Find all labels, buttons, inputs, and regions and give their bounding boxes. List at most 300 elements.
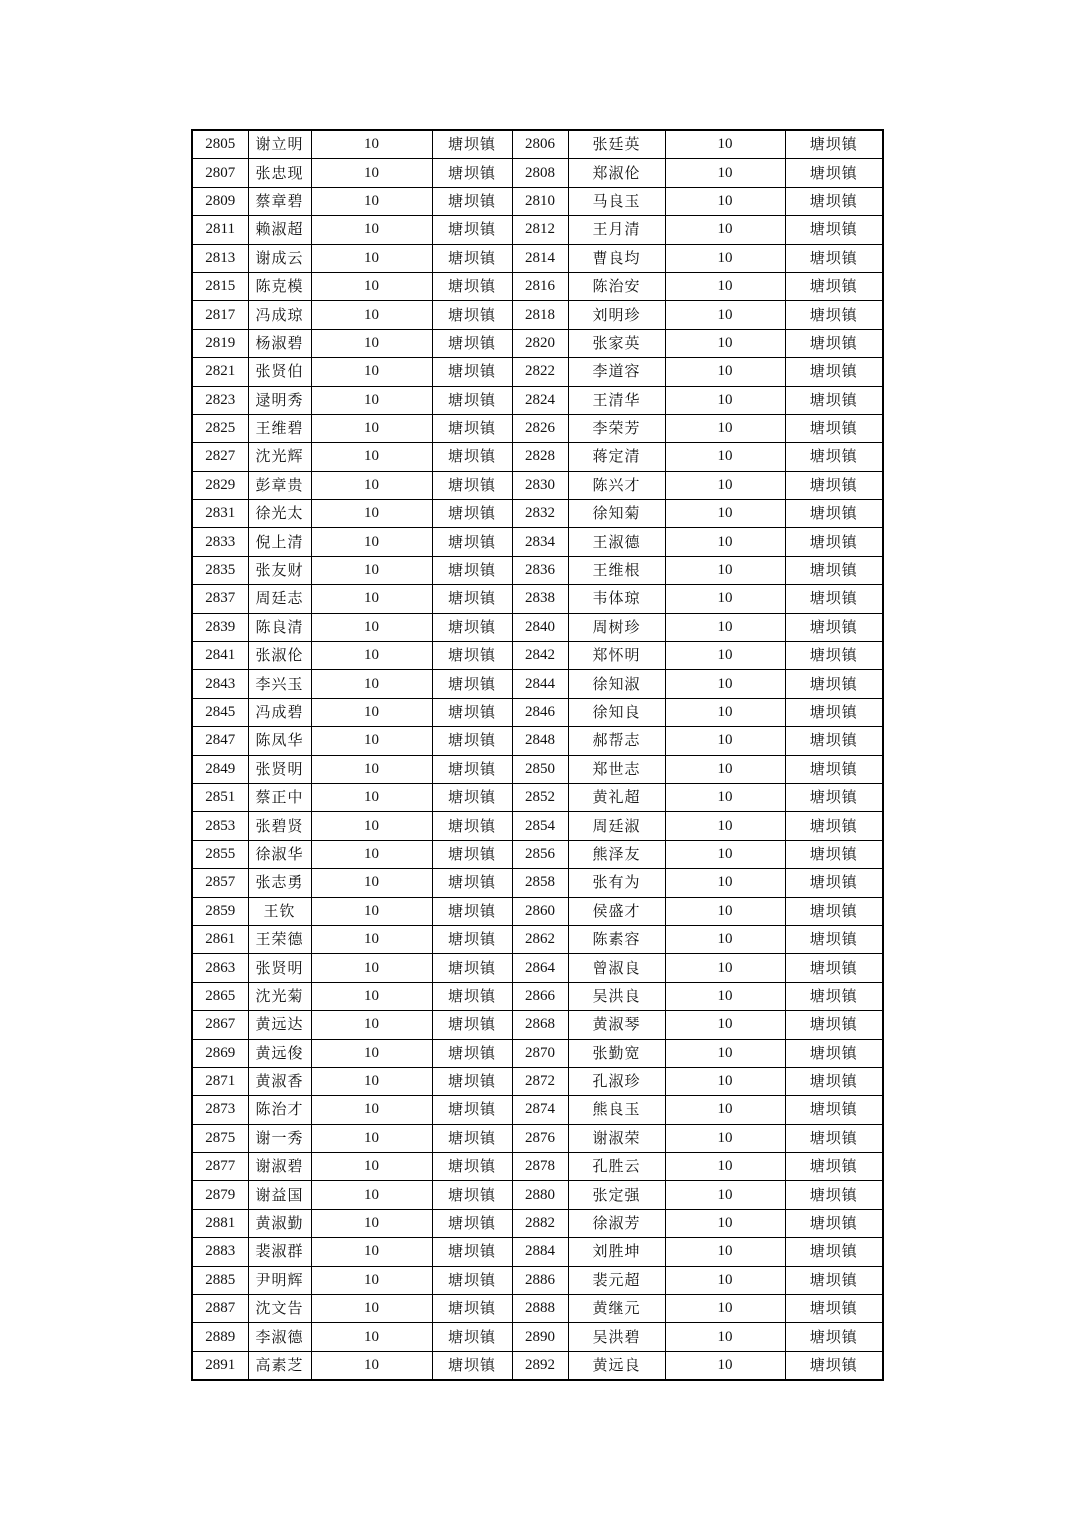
table-row	[192, 1209, 883, 1237]
right-amount-cell: 10	[665, 556, 785, 584]
left-amount-cell: 10	[311, 755, 432, 783]
right-record-number-cell: 2860	[512, 897, 568, 925]
right-town-name-cell: 塘坝镇	[785, 1096, 883, 1124]
right-record-number-cell: 2834	[512, 528, 568, 556]
right-person-name-cell: 裴元超	[568, 1266, 665, 1294]
left-record-number-cell: 2865	[192, 982, 248, 1010]
left-town-name-cell: 塘坝镇	[432, 556, 512, 584]
right-person-name-cell: 侯盛才	[568, 897, 665, 925]
right-person-name-cell: 陈素容	[568, 925, 665, 953]
table-row	[192, 159, 883, 187]
right-person-name-cell: 张家英	[568, 329, 665, 357]
left-person-name-cell: 陈凤华	[248, 727, 311, 755]
table-row	[192, 1238, 883, 1266]
left-person-name-cell: 赖淑超	[248, 216, 311, 244]
left-record-number-cell: 2885	[192, 1266, 248, 1294]
right-person-name-cell: 周廷淑	[568, 812, 665, 840]
left-person-name-cell: 张忠现	[248, 159, 311, 187]
right-record-number-cell: 2810	[512, 187, 568, 215]
left-person-name-cell: 王荣德	[248, 925, 311, 953]
right-amount-cell: 10	[665, 897, 785, 925]
left-record-number-cell: 2815	[192, 272, 248, 300]
right-amount-cell: 10	[665, 670, 785, 698]
right-town-name-cell: 塘坝镇	[785, 812, 883, 840]
right-town-name-cell: 塘坝镇	[785, 613, 883, 641]
right-amount-cell: 10	[665, 301, 785, 329]
left-town-name-cell: 塘坝镇	[432, 925, 512, 953]
right-record-number-cell: 2850	[512, 755, 568, 783]
left-person-name-cell: 张贤伯	[248, 358, 311, 386]
right-record-number-cell: 2886	[512, 1266, 568, 1294]
right-town-name-cell: 塘坝镇	[785, 1153, 883, 1181]
right-town-name-cell: 塘坝镇	[785, 414, 883, 442]
left-amount-cell: 10	[311, 301, 432, 329]
left-amount-cell: 10	[311, 698, 432, 726]
left-town-name-cell: 塘坝镇	[432, 613, 512, 641]
left-record-number-cell: 2809	[192, 187, 248, 215]
right-person-name-cell: 孔淑珍	[568, 1067, 665, 1095]
left-record-number-cell: 2813	[192, 244, 248, 272]
table-row	[192, 698, 883, 726]
right-amount-cell: 10	[665, 358, 785, 386]
left-person-name-cell: 徐淑华	[248, 840, 311, 868]
table-row	[192, 443, 883, 471]
left-person-name-cell: 周廷志	[248, 585, 311, 613]
right-amount-cell: 10	[665, 471, 785, 499]
table-row	[192, 130, 883, 159]
table-row	[192, 1323, 883, 1351]
right-amount-cell: 10	[665, 1067, 785, 1095]
left-amount-cell: 10	[311, 1323, 432, 1351]
right-record-number-cell: 2888	[512, 1295, 568, 1323]
left-amount-cell: 10	[311, 585, 432, 613]
left-person-name-cell: 王维碧	[248, 414, 311, 442]
right-record-number-cell: 2856	[512, 840, 568, 868]
right-record-number-cell: 2854	[512, 812, 568, 840]
table-row	[192, 783, 883, 811]
right-record-number-cell: 2862	[512, 925, 568, 953]
right-person-name-cell: 王淑德	[568, 528, 665, 556]
left-amount-cell: 10	[311, 613, 432, 641]
right-person-name-cell: 熊良玉	[568, 1096, 665, 1124]
left-person-name-cell: 黄远达	[248, 1011, 311, 1039]
left-record-number-cell: 2835	[192, 556, 248, 584]
right-amount-cell: 10	[665, 783, 785, 811]
left-amount-cell: 10	[311, 954, 432, 982]
left-amount-cell: 10	[311, 443, 432, 471]
right-amount-cell: 10	[665, 1153, 785, 1181]
left-town-name-cell: 塘坝镇	[432, 1067, 512, 1095]
left-amount-cell: 10	[311, 272, 432, 300]
left-person-name-cell: 李兴玉	[248, 670, 311, 698]
left-town-name-cell: 塘坝镇	[432, 642, 512, 670]
right-person-name-cell: 谢淑荣	[568, 1124, 665, 1152]
right-person-name-cell: 马良玉	[568, 187, 665, 215]
right-person-name-cell: 郝帮志	[568, 727, 665, 755]
left-town-name-cell: 塘坝镇	[432, 358, 512, 386]
left-amount-cell: 10	[311, 1011, 432, 1039]
left-town-name-cell: 塘坝镇	[432, 1181, 512, 1209]
left-person-name-cell: 裴淑群	[248, 1238, 311, 1266]
left-amount-cell: 10	[311, 556, 432, 584]
left-amount-cell: 10	[311, 414, 432, 442]
left-person-name-cell: 沈文告	[248, 1295, 311, 1323]
right-town-name-cell: 塘坝镇	[785, 670, 883, 698]
right-person-name-cell: 王清华	[568, 386, 665, 414]
right-town-name-cell: 塘坝镇	[785, 528, 883, 556]
right-person-name-cell: 黄礼超	[568, 783, 665, 811]
left-record-number-cell: 2863	[192, 954, 248, 982]
right-person-name-cell: 陈治安	[568, 272, 665, 300]
right-town-name-cell: 塘坝镇	[785, 159, 883, 187]
left-town-name-cell: 塘坝镇	[432, 1124, 512, 1152]
left-amount-cell: 10	[311, 329, 432, 357]
left-person-name-cell: 张淑伦	[248, 642, 311, 670]
table-row	[192, 272, 883, 300]
right-town-name-cell: 塘坝镇	[785, 556, 883, 584]
right-record-number-cell: 2870	[512, 1039, 568, 1067]
right-town-name-cell: 塘坝镇	[785, 1351, 883, 1380]
left-town-name-cell: 塘坝镇	[432, 301, 512, 329]
table-row	[192, 528, 883, 556]
left-town-name-cell: 塘坝镇	[432, 1238, 512, 1266]
left-amount-cell: 10	[311, 1153, 432, 1181]
left-record-number-cell: 2829	[192, 471, 248, 499]
table-row	[192, 727, 883, 755]
right-record-number-cell: 2838	[512, 585, 568, 613]
table-row	[192, 1153, 883, 1181]
left-town-name-cell: 塘坝镇	[432, 585, 512, 613]
right-record-number-cell: 2882	[512, 1209, 568, 1237]
right-person-name-cell: 徐淑芳	[568, 1209, 665, 1237]
right-person-name-cell: 徐知淑	[568, 670, 665, 698]
right-amount-cell: 10	[665, 244, 785, 272]
left-amount-cell: 10	[311, 1295, 432, 1323]
left-town-name-cell: 塘坝镇	[432, 500, 512, 528]
right-person-name-cell: 吴洪碧	[568, 1323, 665, 1351]
left-town-name-cell: 塘坝镇	[432, 812, 512, 840]
left-record-number-cell: 2839	[192, 613, 248, 641]
left-amount-cell: 10	[311, 1266, 432, 1294]
left-record-number-cell: 2811	[192, 216, 248, 244]
left-person-name-cell: 冯成碧	[248, 698, 311, 726]
left-record-number-cell: 2877	[192, 1153, 248, 1181]
left-person-name-cell: 陈克模	[248, 272, 311, 300]
table-row	[192, 301, 883, 329]
table-row	[192, 642, 883, 670]
left-record-number-cell: 2855	[192, 840, 248, 868]
table-row	[192, 755, 883, 783]
right-town-name-cell: 塘坝镇	[785, 783, 883, 811]
right-person-name-cell: 刘明珍	[568, 301, 665, 329]
left-amount-cell: 10	[311, 783, 432, 811]
right-record-number-cell: 2832	[512, 500, 568, 528]
right-town-name-cell: 塘坝镇	[785, 1295, 883, 1323]
left-amount-cell: 10	[311, 500, 432, 528]
left-town-name-cell: 塘坝镇	[432, 1096, 512, 1124]
right-record-number-cell: 2828	[512, 443, 568, 471]
left-town-name-cell: 塘坝镇	[432, 1039, 512, 1067]
right-person-name-cell: 黄淑琴	[568, 1011, 665, 1039]
table-row	[192, 471, 883, 499]
left-amount-cell: 10	[311, 727, 432, 755]
right-amount-cell: 10	[665, 443, 785, 471]
right-record-number-cell: 2836	[512, 556, 568, 584]
right-amount-cell: 10	[665, 528, 785, 556]
table-row	[192, 840, 883, 868]
right-record-number-cell: 2880	[512, 1181, 568, 1209]
right-town-name-cell: 塘坝镇	[785, 244, 883, 272]
table-row	[192, 1295, 883, 1323]
left-person-name-cell: 张贤明	[248, 755, 311, 783]
left-amount-cell: 10	[311, 1238, 432, 1266]
right-town-name-cell: 塘坝镇	[785, 187, 883, 215]
right-amount-cell: 10	[665, 1039, 785, 1067]
right-town-name-cell: 塘坝镇	[785, 1011, 883, 1039]
table-row	[192, 556, 883, 584]
table-row	[192, 897, 883, 925]
left-town-name-cell: 塘坝镇	[432, 471, 512, 499]
right-record-number-cell: 2842	[512, 642, 568, 670]
left-amount-cell: 10	[311, 840, 432, 868]
right-person-name-cell: 曾淑良	[568, 954, 665, 982]
left-person-name-cell: 谢成云	[248, 244, 311, 272]
table-row	[192, 585, 883, 613]
left-town-name-cell: 塘坝镇	[432, 1295, 512, 1323]
left-amount-cell: 10	[311, 1067, 432, 1095]
right-amount-cell: 10	[665, 1096, 785, 1124]
left-record-number-cell: 2889	[192, 1323, 248, 1351]
left-record-number-cell: 2879	[192, 1181, 248, 1209]
left-town-name-cell: 塘坝镇	[432, 443, 512, 471]
right-person-name-cell: 刘胜坤	[568, 1238, 665, 1266]
left-person-name-cell: 尹明辉	[248, 1266, 311, 1294]
left-record-number-cell: 2819	[192, 329, 248, 357]
left-amount-cell: 10	[311, 216, 432, 244]
right-town-name-cell: 塘坝镇	[785, 1039, 883, 1067]
left-record-number-cell: 2873	[192, 1096, 248, 1124]
roster-table-body	[192, 130, 883, 1380]
right-amount-cell: 10	[665, 1124, 785, 1152]
table-row	[192, 925, 883, 953]
right-person-name-cell: 郑怀明	[568, 642, 665, 670]
left-person-name-cell: 陈治才	[248, 1096, 311, 1124]
left-record-number-cell: 2861	[192, 925, 248, 953]
right-town-name-cell: 塘坝镇	[785, 897, 883, 925]
left-record-number-cell: 2841	[192, 642, 248, 670]
left-amount-cell: 10	[311, 244, 432, 272]
left-record-number-cell: 2823	[192, 386, 248, 414]
table-row	[192, 358, 883, 386]
left-record-number-cell: 2817	[192, 301, 248, 329]
left-amount-cell: 10	[311, 528, 432, 556]
right-record-number-cell: 2866	[512, 982, 568, 1010]
left-person-name-cell: 陈良清	[248, 613, 311, 641]
left-record-number-cell: 2867	[192, 1011, 248, 1039]
left-person-name-cell: 沈光菊	[248, 982, 311, 1010]
table-row	[192, 613, 883, 641]
right-town-name-cell: 塘坝镇	[785, 755, 883, 783]
right-amount-cell: 10	[665, 1266, 785, 1294]
left-town-name-cell: 塘坝镇	[432, 159, 512, 187]
right-person-name-cell: 蒋定清	[568, 443, 665, 471]
right-amount-cell: 10	[665, 698, 785, 726]
table-row	[192, 187, 883, 215]
right-amount-cell: 10	[665, 1295, 785, 1323]
left-amount-cell: 10	[311, 869, 432, 897]
left-amount-cell: 10	[311, 386, 432, 414]
left-record-number-cell: 2851	[192, 783, 248, 811]
right-person-name-cell: 韦体琼	[568, 585, 665, 613]
right-town-name-cell: 塘坝镇	[785, 301, 883, 329]
left-amount-cell: 10	[311, 1096, 432, 1124]
left-town-name-cell: 塘坝镇	[432, 755, 512, 783]
right-person-name-cell: 郑世志	[568, 755, 665, 783]
table-row	[192, 954, 883, 982]
left-town-name-cell: 塘坝镇	[432, 727, 512, 755]
right-person-name-cell: 徐知菊	[568, 500, 665, 528]
right-record-number-cell: 2878	[512, 1153, 568, 1181]
left-record-number-cell: 2827	[192, 443, 248, 471]
right-record-number-cell: 2874	[512, 1096, 568, 1124]
right-record-number-cell: 2852	[512, 783, 568, 811]
left-amount-cell: 10	[311, 925, 432, 953]
left-person-name-cell: 谢淑碧	[248, 1153, 311, 1181]
left-person-name-cell: 高素芝	[248, 1351, 311, 1380]
table-row	[192, 414, 883, 442]
left-town-name-cell: 塘坝镇	[432, 272, 512, 300]
right-person-name-cell: 熊泽友	[568, 840, 665, 868]
table-row	[192, 670, 883, 698]
right-person-name-cell: 黄远良	[568, 1351, 665, 1380]
right-town-name-cell: 塘坝镇	[785, 500, 883, 528]
table-row	[192, 869, 883, 897]
left-town-name-cell: 塘坝镇	[432, 1351, 512, 1380]
right-town-name-cell: 塘坝镇	[785, 272, 883, 300]
right-amount-cell: 10	[665, 1238, 785, 1266]
left-person-name-cell: 黄淑勤	[248, 1209, 311, 1237]
left-town-name-cell: 塘坝镇	[432, 869, 512, 897]
right-person-name-cell: 张定强	[568, 1181, 665, 1209]
right-record-number-cell: 2806	[512, 130, 568, 159]
right-record-number-cell: 2892	[512, 1351, 568, 1380]
right-record-number-cell: 2868	[512, 1011, 568, 1039]
left-record-number-cell: 2821	[192, 358, 248, 386]
right-town-name-cell: 塘坝镇	[785, 130, 883, 159]
left-town-name-cell: 塘坝镇	[432, 528, 512, 556]
left-person-name-cell: 李淑德	[248, 1323, 311, 1351]
right-amount-cell: 10	[665, 840, 785, 868]
left-record-number-cell: 2845	[192, 698, 248, 726]
left-record-number-cell: 2849	[192, 755, 248, 783]
left-person-name-cell: 张碧贤	[248, 812, 311, 840]
left-person-name-cell: 蔡章碧	[248, 187, 311, 215]
left-amount-cell: 10	[311, 187, 432, 215]
left-amount-cell: 10	[311, 1181, 432, 1209]
right-amount-cell: 10	[665, 272, 785, 300]
right-person-name-cell: 周树珍	[568, 613, 665, 641]
left-record-number-cell: 2891	[192, 1351, 248, 1380]
right-amount-cell: 10	[665, 812, 785, 840]
left-town-name-cell: 塘坝镇	[432, 840, 512, 868]
left-amount-cell: 10	[311, 812, 432, 840]
right-town-name-cell: 塘坝镇	[785, 1124, 883, 1152]
left-person-name-cell: 黄远俊	[248, 1039, 311, 1067]
left-amount-cell: 10	[311, 130, 432, 159]
right-record-number-cell: 2876	[512, 1124, 568, 1152]
left-town-name-cell: 塘坝镇	[432, 414, 512, 442]
left-record-number-cell: 2871	[192, 1067, 248, 1095]
table-row	[192, 1124, 883, 1152]
table-row	[192, 244, 883, 272]
left-record-number-cell: 2837	[192, 585, 248, 613]
table-row	[192, 500, 883, 528]
right-amount-cell: 10	[665, 216, 785, 244]
left-person-name-cell: 杨淑碧	[248, 329, 311, 357]
left-town-name-cell: 塘坝镇	[432, 783, 512, 811]
left-record-number-cell: 2825	[192, 414, 248, 442]
table-row	[192, 1181, 883, 1209]
right-amount-cell: 10	[665, 954, 785, 982]
right-town-name-cell: 塘坝镇	[785, 954, 883, 982]
right-town-name-cell: 塘坝镇	[785, 840, 883, 868]
right-amount-cell: 10	[665, 130, 785, 159]
right-amount-cell: 10	[665, 727, 785, 755]
right-record-number-cell: 2824	[512, 386, 568, 414]
left-person-name-cell: 张贤明	[248, 954, 311, 982]
left-amount-cell: 10	[311, 1124, 432, 1152]
right-person-name-cell: 陈兴才	[568, 471, 665, 499]
right-record-number-cell: 2884	[512, 1238, 568, 1266]
right-record-number-cell: 2818	[512, 301, 568, 329]
table-row	[192, 812, 883, 840]
right-person-name-cell: 王维根	[568, 556, 665, 584]
right-town-name-cell: 塘坝镇	[785, 698, 883, 726]
right-amount-cell: 10	[665, 1209, 785, 1237]
left-town-name-cell: 塘坝镇	[432, 897, 512, 925]
left-record-number-cell: 2859	[192, 897, 248, 925]
right-record-number-cell: 2814	[512, 244, 568, 272]
left-amount-cell: 10	[311, 358, 432, 386]
right-person-name-cell: 张有为	[568, 869, 665, 897]
right-record-number-cell: 2816	[512, 272, 568, 300]
left-record-number-cell: 2843	[192, 670, 248, 698]
right-town-name-cell: 塘坝镇	[785, 358, 883, 386]
left-person-name-cell: 冯成琼	[248, 301, 311, 329]
right-record-number-cell: 2822	[512, 358, 568, 386]
right-town-name-cell: 塘坝镇	[785, 642, 883, 670]
left-amount-cell: 10	[311, 1039, 432, 1067]
left-record-number-cell: 2881	[192, 1209, 248, 1237]
left-amount-cell: 10	[311, 897, 432, 925]
left-record-number-cell: 2853	[192, 812, 248, 840]
right-record-number-cell: 2812	[512, 216, 568, 244]
right-person-name-cell: 张廷英	[568, 130, 665, 159]
left-town-name-cell: 塘坝镇	[432, 187, 512, 215]
left-amount-cell: 10	[311, 1351, 432, 1380]
left-record-number-cell: 2883	[192, 1238, 248, 1266]
table-row	[192, 329, 883, 357]
left-record-number-cell: 2807	[192, 159, 248, 187]
left-town-name-cell: 塘坝镇	[432, 1011, 512, 1039]
left-town-name-cell: 塘坝镇	[432, 329, 512, 357]
right-amount-cell: 10	[665, 982, 785, 1010]
right-amount-cell: 10	[665, 1011, 785, 1039]
roster-table	[191, 129, 884, 1381]
right-amount-cell: 10	[665, 869, 785, 897]
left-record-number-cell: 2887	[192, 1295, 248, 1323]
right-town-name-cell: 塘坝镇	[785, 1181, 883, 1209]
